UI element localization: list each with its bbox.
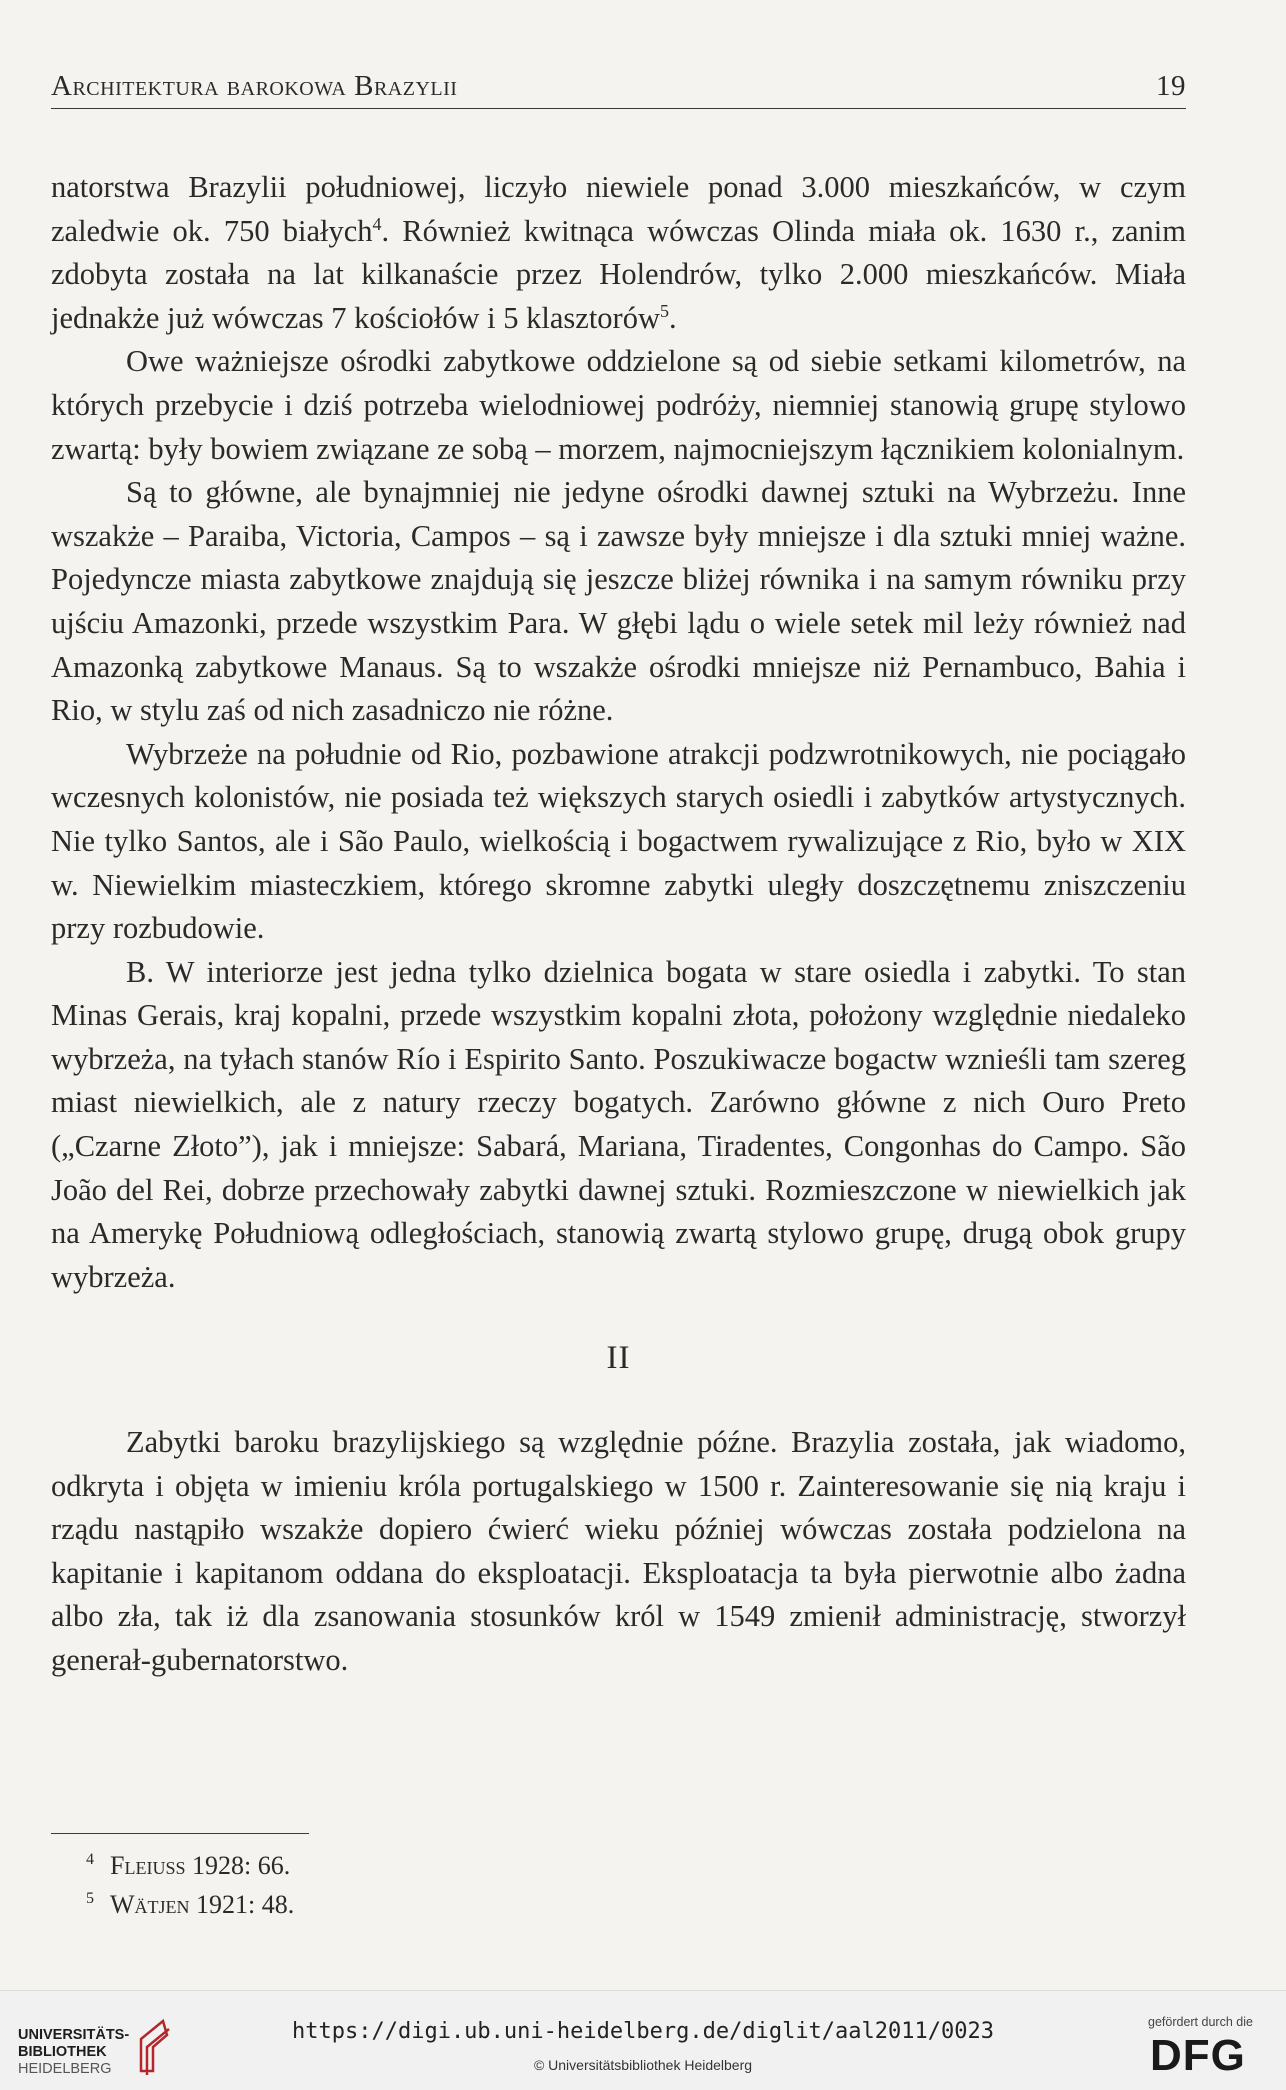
- footnote-author: Fleiuss: [110, 1851, 186, 1880]
- footnote-number: 5: [86, 1890, 94, 1907]
- header-rule: [51, 108, 1186, 109]
- funding-note: gefördert durch die: [1148, 2015, 1253, 2029]
- section-heading: II: [606, 1340, 631, 1377]
- paragraph-1-text-b: . Również kwitnąca wówczas Olinda miała ok. 1630 r., zanim zdobyta została na lat kilkanaście przez Holendrów, tylko 2.000 mieszkańców. Miała jednakże już wówczas 7 kościołów i 5 klasztorów: [51, 213, 1186, 335]
- running-header: [51, 70, 1186, 103]
- document-url-link[interactable]: https://digi.ub.uni-heidelberg.de/diglit/aal2011/0023: [292, 2019, 994, 2044]
- footnote-4: [86, 1846, 294, 1885]
- footnote-number: 4: [86, 1851, 94, 1868]
- footnote-ref-4[interactable]: 4: [372, 213, 382, 234]
- paragraph-4: Wybrzeże na południe od Rio, pozbawione atrakcji podzwrotnikowych, nie pociągało wczesnych kolonistów, nie posiada też większych starych osiedli i zabytków artystycznych. Nie tylko Santos, ale i São Paulo, wielkością i bogactwem rywalizujące z Rio, było w XIX w. Niewielkim miasteczkiem, którego skromne zabytki uległy doszczętnemu zniszczeniu przy rozbudowie.: [51, 736, 1186, 946]
- footnote-ref-5[interactable]: 5: [659, 300, 669, 321]
- dfg-logo[interactable]: DFG: [1150, 2031, 1246, 2080]
- logo-line-2: BIBLIOTHEK: [18, 2044, 107, 2060]
- paragraph-1-text-c: .: [668, 300, 677, 335]
- running-title: Architektura barokowa Brazylii: [51, 70, 458, 102]
- paragraph-1-text-a: natorstwa Brazylii południowej, liczyło niewiele ponad 3.000 mieszkańców, w czym zaledwie ok. 750 białych: [51, 170, 1186, 248]
- paragraph-5: B. W interiorze jest jedna tylko dzielnica bogata w stare osiedla i zabytki. To stan Minas Gerais, kraj kopalni, przede wszystkim kopalni złota, położony względnie niedaleko wybrzeża, na tyłach stanów Río i Espirito Santo. Poszukiwacze bogactw wznieśli tam szereg miast niewielkich, ale z natury rzeczy bogatych. Zarówno główne z nich Ouro Preto („Czarne Złoto”), jak i mniejsze: Sabará, Mariana, Tiradentes, Congonhas do Campo. São João del Rei, dobrze przechowały zabytki dawnej sztuki. Rozmieszczone w niewielkich jak na Amerykę Południową odległościach, stanowią zwartą stylowo grupę, drugą obok grupy wybrzeża.: [51, 954, 1186, 1294]
- paragraph-6: Zabytki baroku brazylijskiego są względnie późne. Brazylia została, jak wiadomo, odkryta i objęta w imieniu króla portugalskiego w 1500 r. Zainteresowanie się nią kraju i rządu nastąpiło wszakże dopiero ćwierć wieku później wówczas została podzielona na kapitanie i kapitanom oddana do eksploatacji. Eksploatacja ta była pierwotnie albo żadna albo zła, tak iż dla zsanowania stosunków król w 1549 zmienił administrację, stworzył generał-gubernatorstwo.: [51, 1425, 1186, 1677]
- paragraph-2: Owe ważniejsze ośrodki zabytkowe oddzielone są od siebie setkami kilometrów, na których przebycie i dziś potrzeba wielodniowej podróży, niemniej stanowią grupę stylowo zwartą: były bowiem związane ze sobą – morzem, najmocniejszym łącznikiem kolonialnym.: [51, 344, 1186, 466]
- footnote-rule: [51, 1833, 309, 1834]
- footnote-5: [86, 1885, 295, 1924]
- footnote-citation: 1928: 66.: [185, 1851, 291, 1880]
- footnote-citation: 1921: 48.: [189, 1890, 295, 1919]
- body-text: [51, 166, 1186, 1683]
- logo-line-1: UNIVERSITÄTS-: [18, 2027, 130, 2043]
- footnotes: [86, 1846, 295, 1924]
- footnote-author: Wätjen: [110, 1890, 190, 1919]
- paragraph-1: [51, 166, 1186, 340]
- page-number: 19: [1156, 70, 1186, 102]
- paragraph-3: Są to główne, ale bynajmniej nie jedyne ośrodki dawnej sztuki na Wybrzeżu. Inne wszakże – Paraiba, Victoria, Campos – są i zawsze były mniejsze i dla sztuki mniej ważne. Pojedyncze miasta zabytkowe znajdują się jeszcze bliżej równika i na samym równiku przy ujściu Amazonki, przede wszystkim Para. W głębi lądu o wiele setek mil leży również nad Amazonką zabytkowe Manaus. Są to wszakże ośrodki mniejsze niż Pernambuco, Bahia i Rio, w stylu zaś od nich zasadniczo nie różne.: [51, 475, 1186, 728]
- viewer-footer: [0, 1990, 1286, 2090]
- copyright-notice: © Universitätsbibliothek Heidelberg: [533, 2057, 753, 2073]
- logo-line-3: HEIDELBERG: [18, 2061, 112, 2077]
